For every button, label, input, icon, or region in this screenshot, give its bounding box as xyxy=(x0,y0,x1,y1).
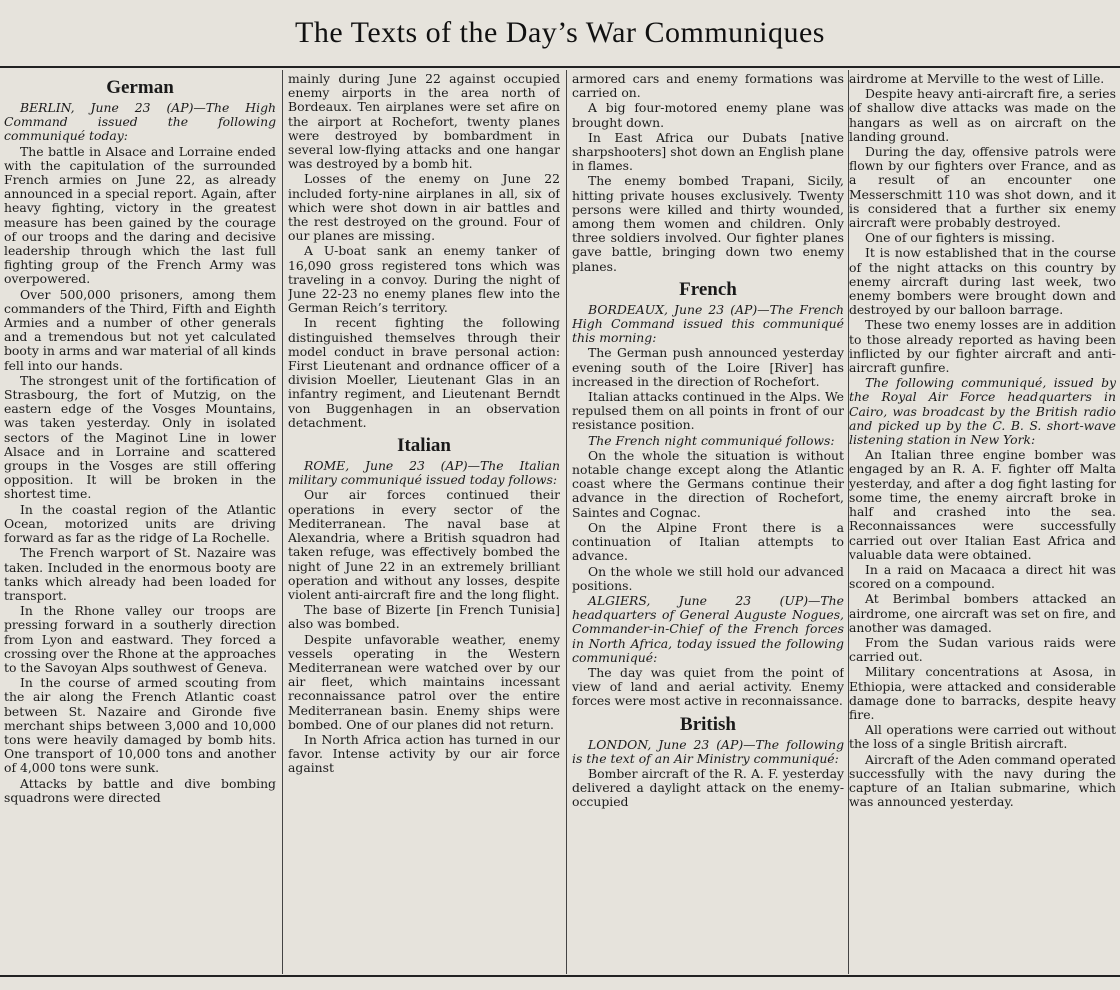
paragraph: In recent fighting the following distinguished themselves through their model conduct in brave personal action: First Lieutenant and ordnance officer of a division Moeller, Lieutenant Glas in an infantry regiment, and Lieutenant Berndt von Buggenhagen in an observation detachment. xyxy=(288,315,560,430)
paragraph: Bomber aircraft of the R. A. F. yesterday delivered a daylight attack on the enemy-occupied xyxy=(572,765,844,810)
paragraph: Over 500,000 prisoners, among them commanders of the Third, Fifth and Eighth Armies and a number of other generals and a tremendous but not yet calculated booty in arms and war material of all kinds fell into our hands. xyxy=(4,286,276,373)
paragraph: The strongest unit of the fortification of Strasbourg, the fort of Mutzig, on the eastern edge of the Vosges Mountains, was taken yesterday. Only in isolated sectors of the Maginot Line in lower Alsace and in Lorraine and scattered groups in the Vosges are still offering opposition. It will be broken in the shortest time. xyxy=(4,372,276,502)
paragraph: The German push announced yesterday evening south of the Loire [River] has increased in the direction of Rochefort. xyxy=(572,345,844,389)
headline-rule xyxy=(0,66,1120,68)
paragraph: mainly during June 22 against occupied enemy airports in the area north of Bordeaux. Ten airplanes were set afire on the airport at Rochefort, twenty planes were destroyed by bombardment in several low-flying attacks and one hangar was destroyed by a bomb hit. xyxy=(288,72,560,172)
paragraph: In the Rhone valley our troops are pressing forward in a southerly direction from Lyon and eastward. They forced a crossing over the Rhone at the approaches to the Savoyan Alps southwest of Geneva. xyxy=(4,603,276,675)
dateline: ALGIERS, June 23 (UP)—The headquarters of General Auguste Nogues, Commander-in-Chief of the French forces in North Africa, today issued the following communiqué: xyxy=(572,592,844,665)
column-2 xyxy=(288,72,560,972)
paragraph: armored cars and enemy formations was carried on. xyxy=(572,72,844,101)
dateline: BORDEAUX, June 23 (AP)—The French High Command issued this communiqué this morning: xyxy=(572,301,844,346)
dateline: ROME, June 23 (AP)—The Italian military communiqué issued today follows: xyxy=(288,458,560,488)
paragraph: The base of Bizerte [in French Tunisia] also was bombed. xyxy=(288,602,560,632)
dateline: The French night communiqué follows: xyxy=(588,432,835,448)
section-heading: British xyxy=(680,713,736,735)
paragraph: Our air forces continued their operations in every sector of the Mediterranean. The naval base at Alexandria, where a British squadron had taken refuge, was effectively bombed the night of June 22 in an extremely brilliant operation and without any losses, despite violent anti-aircraft fire and the long flight. xyxy=(288,487,560,602)
section-heading: French xyxy=(679,278,737,300)
paragraph: The enemy bombed Trapani, Sicily, hitting private houses exclusively. Twenty persons were killed and thirty wounded, among them women and children. Only three soldiers involved. Our fighter planes gave battle, bringing down two enemy planes. xyxy=(572,173,844,274)
paragraph: One of our fighters is missing. xyxy=(865,230,1055,246)
paragraph: Attacks by battle and dive bombing squadrons were directed xyxy=(4,775,276,805)
paragraph: In North Africa action has turned in our favor. Intense activity by our air force against xyxy=(288,731,560,776)
paragraph: These two enemy losses are in addition to those already reported as having been inflicted by our fighter aircraft and anti-aircraft gunfire. xyxy=(849,317,1116,376)
paragraph: The day was quiet from the point of view of land and aerial activity. Enemy forces were most active in reconnaissance. xyxy=(572,664,844,709)
paragraph: In a raid on Macaaca a direct hit was scored on a compound. xyxy=(849,561,1116,592)
dateline: BERLIN, June 23 (AP)—The High Command issued the following communiqué today: xyxy=(4,100,276,144)
paragraph: On the Alpine Front there is a continuation of Italian attempts to advance. xyxy=(572,519,844,564)
paragraph: In the coastal region of the Atlantic Ocean, motorized units are driving forward as far as the ridge of La Rochelle. xyxy=(4,501,276,546)
paragraph: In East Africa our Dubats [native sharpshooters] shot down an English plane in flames. xyxy=(572,129,844,174)
paragraph: An Italian three engine bomber was engaged by an R. A. F. fighter off Malta yesterday, and after a dog fight lasting for some time, the enemy aircraft broke in half and crashed into the sea. Reconnaissances were successfully carried out over Italian East Africa and valuable data were obtained. xyxy=(849,447,1116,562)
paragraph: The French warport of St. Nazaire was taken. Included in the enormous booty are tanks which already had been loaded for transport. xyxy=(4,545,276,603)
paragraph: From the Sudan various raids were carried out. xyxy=(849,634,1116,665)
column-divider xyxy=(282,70,283,974)
dateline: LONDON, June 23 (AP)—The following is the text of an Air Ministry communiqué: xyxy=(572,736,844,766)
paragraph: At Berimbal bombers attacked an airdrome, one aircraft was set on fire, and another was damaged. xyxy=(849,591,1116,635)
section-heading: Italian xyxy=(397,435,451,457)
paragraph: In the course of armed scouting from the air along the French Atlantic coast between St. Nazaire and Gironde five merchant ships between 3,000 and 10,000 tons were heavily damaged by bomb hits. One transport of 10,000 tons and another of 4,000 tons were sunk. xyxy=(4,675,276,776)
paragraph: Italian attacks continued in the Alps. We repulsed them on all points in front of our resistance position. xyxy=(572,389,844,433)
paragraph: Military concentrations at Asosa, in Ethiopia, were attacked and considerable damage done to barracks, despite heavy fire. xyxy=(849,664,1116,722)
column-divider xyxy=(566,70,567,974)
paragraph: Despite unfavorable weather, enemy vessels operating in the Western Mediterranean were watched over by our air fleet, which maintains incessant reconnaissance patrol over the entire Mediterranean basin. Enemy ships were bombed. One of our planes did not return. xyxy=(288,631,560,732)
paragraph: Aircraft of the Aden command operated successfully with the navy during the capture of an Italian submarine, which was announced yesterday. xyxy=(849,751,1116,810)
column-3 xyxy=(572,72,844,972)
column-1 xyxy=(4,72,276,972)
paragraph: It is now established that in the course of the night attacks on this country by enemy aircraft during last week, two enemy bombers were brought down and destroyed by our balloon barrage. xyxy=(849,245,1116,318)
paragraph: On the whole the situation is without notable change except along the Atlantic coast where the Germans continue their advance in the direction of Rochefort, Saintes and Cognac. xyxy=(572,447,844,520)
paragraph: airdrome at Merville to the west of Lille. xyxy=(849,72,1105,86)
paragraph: The battle in Alsace and Lorraine ended with the capitulation of the surrounded French armies on June 22, as already announced in a special report. Again, after heavy fighting, victory in the greatest measure has been gained by the courage of our troops and the daring and decisive leadership through which the last full fighting group of the French Army was overpowered. xyxy=(4,143,276,287)
column-4 xyxy=(849,72,1116,972)
section-heading: German xyxy=(106,77,174,98)
paragraph: Losses of the enemy on June 22 included forty-nine airplanes in all, six of which were shot down in air battles and the rest destroyed on the ground. Four of our planes are missing. xyxy=(288,171,560,244)
headline: The Texts of the Day’s War Communiques xyxy=(295,16,825,49)
paragraph: A big four-motored enemy plane was brought down. xyxy=(572,100,844,130)
paragraph: All operations were carried out without the loss of a single British aircraft. xyxy=(849,722,1116,752)
paragraph: During the day, offensive patrols were flown by our fighters over France, and as a result of an encounter one Messerschmitt 110 was shot down, and it is considered that a further six enemy aircraft were probably destroyed. xyxy=(849,144,1116,231)
paragraph: A U-boat sank an enemy tanker of 16,090 gross registered tons which was traveling in a convoy. During the night of June 22-23 no enemy planes flew into the German Reich’s territory. xyxy=(288,243,560,316)
bottom-rule xyxy=(0,975,1120,977)
paragraph: On the whole we still hold our advanced positions. xyxy=(572,563,844,593)
paragraph: Despite heavy anti-aircraft fire, a series of shallow dive attacks was made on the hangars as well as on aircraft on the landing ground. xyxy=(849,86,1116,144)
dateline: The following communiqué, issued by the Royal Air Force headquarters in Cairo, was broadcast by the British radio and picked up by the C. B. S. short-wave listening station in New York: xyxy=(849,375,1116,448)
